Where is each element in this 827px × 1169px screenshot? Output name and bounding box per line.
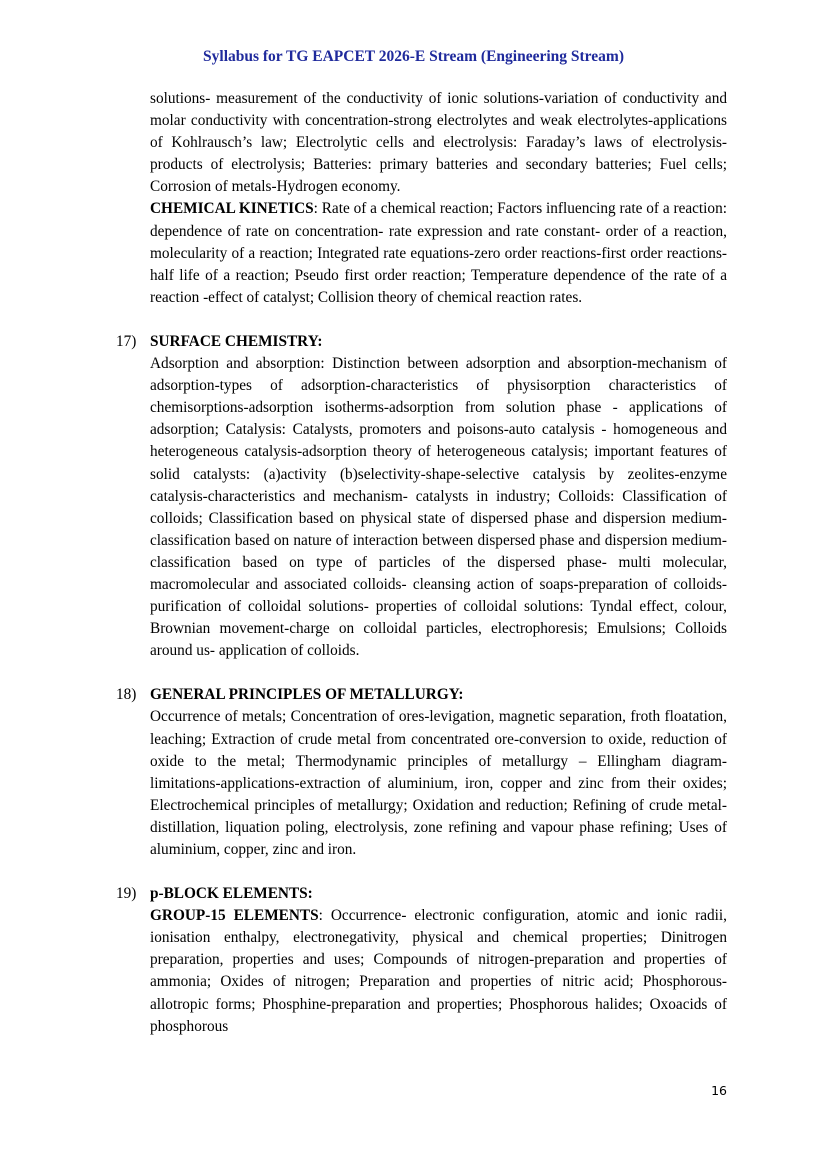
section-number: 17) bbox=[116, 332, 137, 350]
chemical-kinetics-heading: CHEMICAL KINETICS bbox=[150, 200, 314, 218]
section-body: Occurrence of metals; Concentration of ores-levigation, magnetic separation, froth floatation, leaching; Extraction of crude metal from concentrated ore-conversion to oxide, reduction of oxide to the metal; Thermodynamic principles of metallurgy – Ellingham diagram-limitations-applications-extraction of aluminium, iron, copper and zinc from their oxides; Electrochemical principles of metallurgy; Oxidation and reduction; Refining of crude metal-distillation, liquation poling, electrolysis, zone refining and vapour phase refining; Uses of aluminium, copper, zinc and iron. bbox=[150, 708, 727, 858]
section-body bbox=[150, 905, 727, 1038]
section-number: 18) bbox=[116, 686, 137, 704]
section-title: SURFACE CHEMISTRY: bbox=[150, 332, 323, 350]
chemical-kinetics-text: : Rate of a chemical reaction; Factors influencing rate of a reaction: dependence of rate on concentration- rate expression and rate constant- order of a reaction, molecularity of a reaction; Integrated rate equations-zero order reactions-first order reactions- half life of a reaction; Pseudo first order reaction; Temperature dependence of the rate of a reaction -effect of catalyst; Collision theory of chemical reaction rates. bbox=[150, 200, 727, 306]
section-title: GENERAL PRINCIPLES OF METALLURGY: bbox=[150, 686, 464, 704]
chemical-kinetics-paragraph bbox=[150, 198, 727, 308]
section-p-block-elements bbox=[116, 883, 727, 1038]
page-number: 16 bbox=[711, 1083, 727, 1098]
section-metallurgy bbox=[116, 684, 727, 861]
section-surface-chemistry bbox=[116, 331, 727, 662]
electrochemistry-continuation-paragraph: solutions- measurement of the conductivity of ionic solutions-variation of conductivity and molar conductivity with concentration-strong electrolytes and weak electrolytes-applications of Kohlrausch’s law; Electrolytic cells and electrolysis: Faraday’s laws of electrolysis-products of electrolysis; Batteries: primary batteries and secondary batteries; Fuel cells; Corrosion of metals-Hydrogen economy. bbox=[150, 90, 727, 196]
group-15-heading: GROUP-15 ELEMENTS bbox=[150, 907, 319, 925]
section-body: Adsorption and absorption: Distinction between adsorption and absorption-mechanism of adsorption-types of adsorption-characteristics of physisorption characteristics of chemisorptions-adsorption isotherms-adsorption from solution phase - applications of adsorption; Catalysis: Catalysts, promoters and poisons-auto catalysis - homogeneous and heterogeneous catalysis-adsorption theory of heterogeneous catalysis; important features of solid catalysts: (a)activity (b)selectivity-shape-selective catalysis by zeolites-enzyme catalysis-characteristics and mechanism- catalysts in industry; Colloids: Classification of colloids; Classification based on physical state of dispersed phase and dispersion medium- classification based on nature of interaction between dispersed phase and dispersion medium- classification based on type of particles of the dispersed phase- multi molecular, macromolecular and associated colloids- cleansing action of soaps-preparation of colloids-purification of colloidal solutions- properties of colloidal solutions: Tyndal effect, colour, Brownian movement-charge on colloidal particles, electrophoresis; Emulsions; Colloids around us- application of colloids. bbox=[150, 355, 727, 660]
section-number: 19) bbox=[116, 885, 137, 903]
group-15-text: : Occurrence- electronic configuration, atomic and ionic radii, ionisation enthalpy, electronegativity, physical and chemical properties; Dinitrogen preparation, properties and uses; Compounds of nitrogen-preparation and properties of ammonia; Oxides of nitrogen; Preparation and properties of nitric acid; Phosphorous-allotropic forms; Phosphine-preparation and properties; Phosphorous halides; Oxoacids of phosphorous bbox=[150, 907, 727, 1035]
document-body bbox=[116, 88, 727, 1038]
page-header-title: Syllabus for TG EAPCET 2026-E Stream (Engineering Stream) bbox=[203, 48, 624, 65]
section-title: p-BLOCK ELEMENTS: bbox=[150, 885, 313, 903]
